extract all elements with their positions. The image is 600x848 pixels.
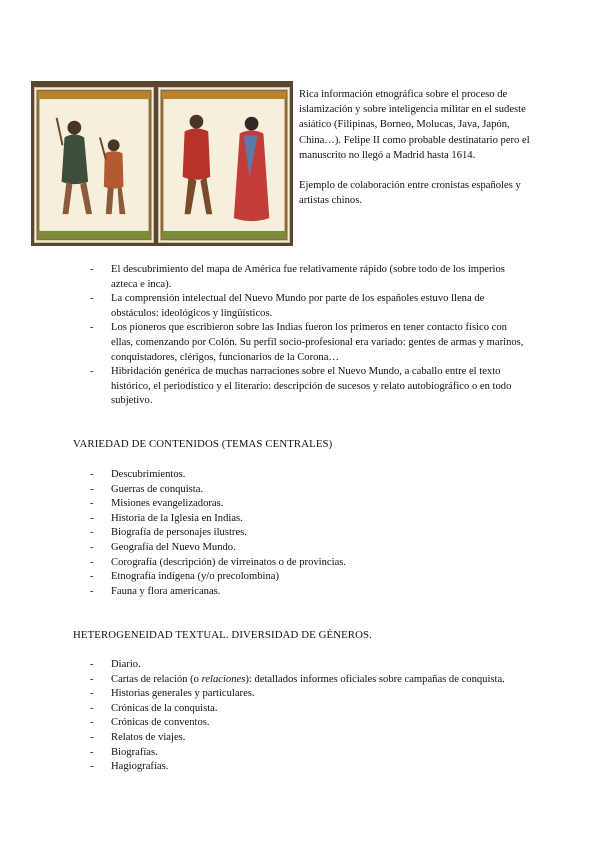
list-item: - Geografía del Nuevo Mundo. — [90, 541, 530, 556]
list-item: - Hagiografías. — [90, 760, 530, 775]
list-item: - Fauna y flora americanas. — [90, 585, 530, 600]
manuscript-illustration-icon — [35, 88, 153, 242]
intro-list — [90, 263, 530, 409]
list-item: - Historias generales y particulares. — [90, 687, 530, 702]
image-caption — [299, 87, 531, 208]
generos-list — [90, 658, 530, 775]
caption-paragraph: Ejemplo de colaboración entre cronistas españoles y artistas chinos. — [299, 180, 521, 207]
list-item: - Biografía de personajes ilustres. — [90, 526, 530, 541]
temas-list — [90, 468, 530, 599]
list-item: - Diario. — [90, 658, 530, 673]
manuscript-right-page — [158, 87, 290, 243]
manuscript-illustration-icon — [159, 88, 289, 242]
list-item: - La comprensión intelectual del Nuevo Mundo por parte de los españoles estuvo llena de obstáculos: ideológicos y lingüísticos. — [90, 292, 530, 321]
manuscript-photo — [31, 81, 293, 246]
section-heading-temas: VARIEDAD DE CONTENIDOS (TEMAS CENTRALES) — [73, 438, 333, 450]
list-item: - Descubrimientos. — [90, 468, 530, 483]
list-item: - El descubrimiento del mapa de América fue relativamente rápido (sobre todo de los imperios azteca e inca). — [90, 263, 530, 292]
list-item: - Hibridación genérica de muchas narraciones sobre el Nuevo Mundo, a caballo entre el texto histórico, el periodístico y el literario: descripción de sucesos y relato autobiográfico o en todo subjetivo. — [90, 365, 530, 409]
list-item: - Crónicas de la conquista. — [90, 702, 530, 717]
list-item: - Misiones evangelizadoras. — [90, 497, 530, 512]
list-item: - Crónicas de conventos. — [90, 716, 530, 731]
list-item-text: Cartas de relación (o — [111, 673, 202, 685]
list-item: - Relatos de viajes. — [90, 731, 530, 746]
list-item-text: ): detallados informes oficiales sobre campañas de conquista. — [245, 673, 505, 685]
section-heading-generos: HETEROGENEIDAD TEXTUAL. DIVERSIDAD DE GÉNEROS. — [73, 629, 372, 641]
list-item: - Guerras de conquista. — [90, 483, 530, 498]
list-item: - Los pioneros que escribieron sobre las Indias fueron los primeros en tener contacto físico con ellas, comenzando por Colón. Su perfil socio-profesional era variado: gentes de armas y marinos, conquistadores, clérigos, funcionarios de la Corona… — [90, 321, 530, 365]
list-item: - Etnografía indígena (y/o precolombina) — [90, 570, 530, 585]
caption-paragraph: Rica información etnográfica sobre el proceso de islamización y sobre inteligencia militar en el sudeste asiático (Filipinas, Borneo, Molucas, Java, Japón, China…). Felipe II como probable destinatario pero el manuscrito no llegó a Madrid hasta 1614. — [299, 89, 530, 161]
list-item: - Corografía (descripción) de virreinatos o de provincias. — [90, 556, 530, 571]
list-item: - Historia de la Iglesia en Indias. — [90, 512, 530, 527]
manuscript-left-page — [34, 87, 154, 243]
list-item — [90, 673, 530, 688]
list-item: - Biografías. — [90, 746, 530, 761]
list-item-emphasis: relaciones — [201, 673, 246, 685]
